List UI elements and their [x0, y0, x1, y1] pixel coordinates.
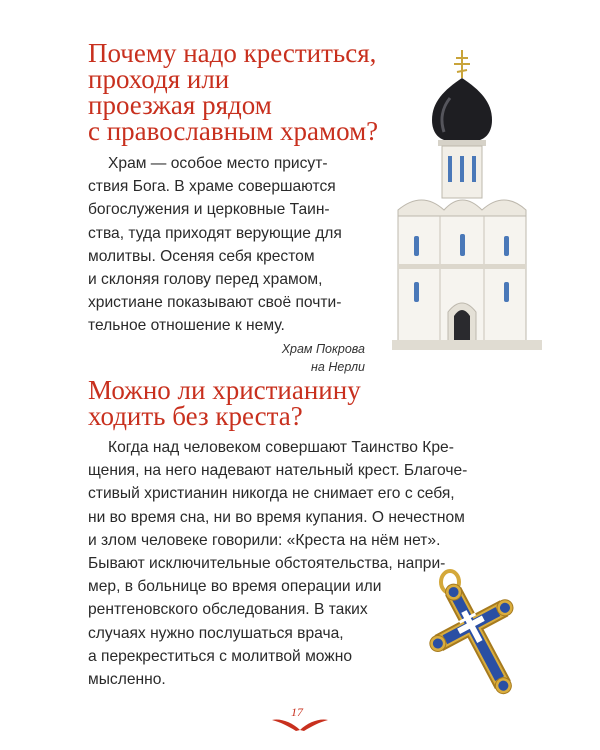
cross-icon	[428, 568, 528, 708]
text-line: христиане показывают своё почти-	[88, 294, 342, 312]
church-icon	[392, 50, 572, 350]
church-caption	[260, 340, 365, 376]
text-line: и склоняя голову перед храмом,	[88, 271, 323, 289]
heading-line: проезжая рядом	[88, 90, 272, 120]
text-line: щения, на него надевают нательный крест. Благоче-	[88, 462, 468, 480]
text-line: стивый христианин никогда не снимает его с себя,	[88, 485, 455, 503]
caption-line: Храм Покрова	[281, 342, 365, 356]
text-line: рентгеновского обследования. В таких	[88, 601, 368, 619]
heading-line: с православным храмом?	[88, 116, 379, 146]
text-line: Бывают исключительные обстоятельства, напри-	[88, 555, 446, 573]
caption-line: на Нерли	[311, 360, 365, 374]
section2-heading	[88, 377, 361, 429]
heading-line: Можно ли христианину	[88, 375, 361, 405]
page-number-text: 17	[291, 705, 303, 719]
text-line: мысленно.	[88, 671, 166, 689]
text-line: а перекреститься с молитвой можно	[88, 647, 353, 665]
text-line: Храм — особое место присут-	[108, 155, 328, 172]
text-line: ства, туда приходят верующие для	[88, 224, 342, 242]
wings-icon	[270, 716, 330, 732]
heading-line: ходить без креста?	[88, 401, 303, 431]
cross-image	[428, 568, 528, 708]
text-line: Когда над человеком совершают Таинство Кре-	[108, 439, 454, 456]
text-line: ни во время сна, ни во время купания. О нечестном	[88, 508, 465, 526]
text-line: тельное отношение к нему.	[88, 317, 285, 335]
text-line: богослужения и церковные Таин-	[88, 201, 330, 219]
text-line: молитвы. Осеняя себя крестом	[88, 247, 315, 265]
text-line: мер, в больнице во время операции или	[88, 578, 382, 596]
text-line: и злом человеке говорили: «Креста на нём нет».	[88, 531, 441, 549]
section1-heading	[88, 40, 378, 144]
heading-line: Почему надо креститься,	[88, 38, 377, 68]
section1-paragraph	[88, 152, 388, 338]
wings-ornament	[270, 716, 330, 732]
text-line: ствия Бога. В храме совершаются	[88, 178, 336, 196]
text-line: случаях нужно послушаться врача,	[88, 624, 344, 642]
heading-line: проходя или	[88, 64, 230, 94]
church-image	[392, 50, 572, 350]
